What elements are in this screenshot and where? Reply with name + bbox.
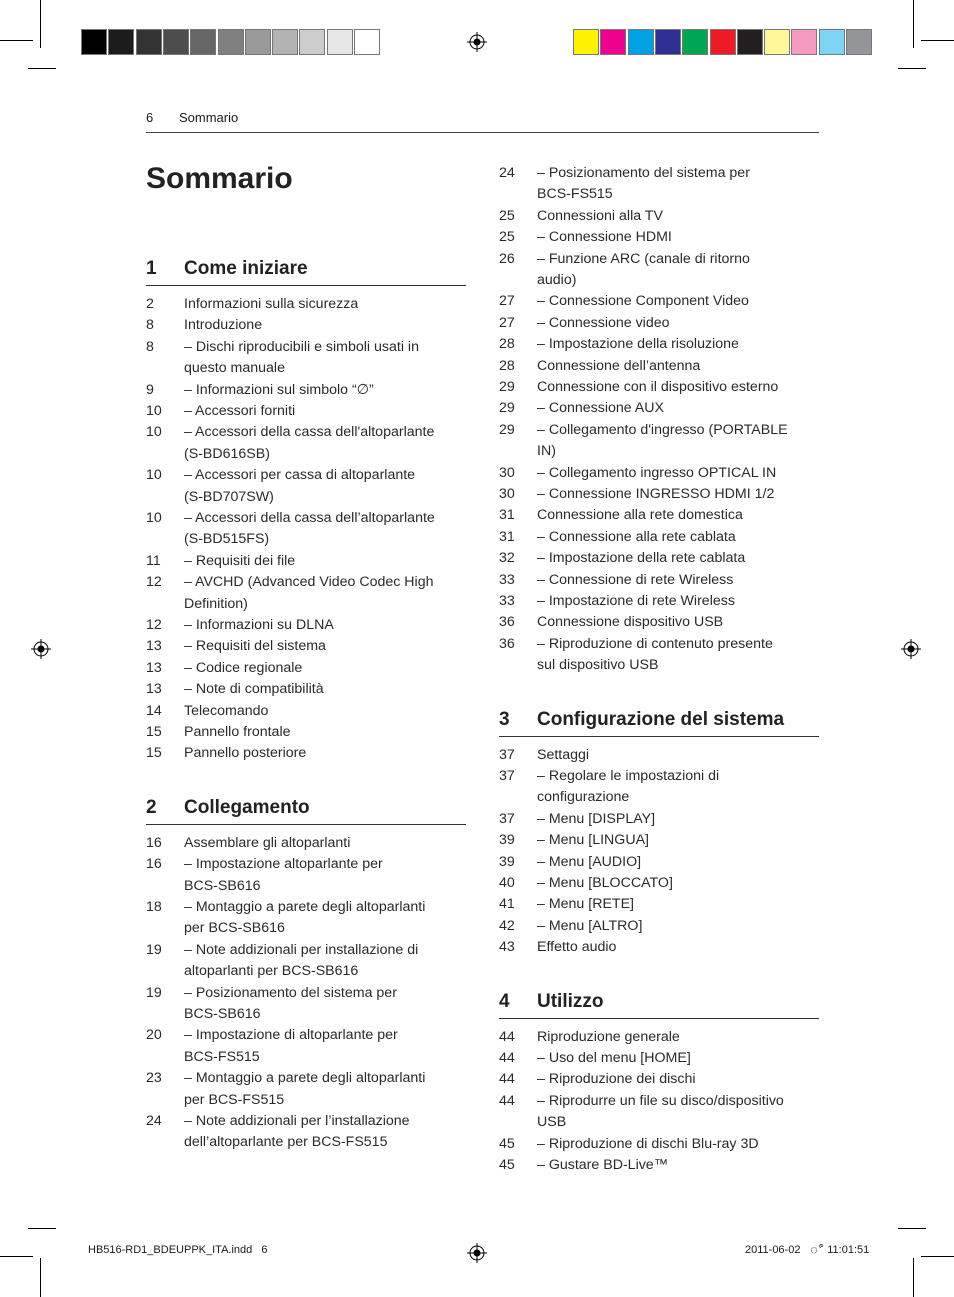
toc-page-number: 18: [146, 899, 162, 915]
toc-page-number: 8: [146, 317, 154, 334]
toc-page-number: 40: [499, 875, 515, 891]
toc-entry[interactable]: [499, 1091, 819, 1134]
crop-mark: [898, 1228, 926, 1229]
toc-page-number: 32: [499, 550, 515, 567]
toc-entry[interactable]: [499, 745, 819, 766]
toc-entry[interactable]: [146, 940, 466, 983]
toc-page-number: 29: [499, 400, 515, 417]
toc-entry-text: configurazione: [537, 789, 630, 806]
crop-mark: [913, 0, 914, 48]
toc-page-number: 30: [499, 486, 515, 502]
toc-entry-text: Connessioni alla TV: [537, 207, 663, 224]
toc-entry-text: BCS-FS515: [184, 1048, 260, 1065]
toc-entry-text: Informazioni sulla sicurezza: [184, 296, 359, 312]
toc-page-number: 24: [146, 1113, 162, 1129]
toc-entry-text: Connessione con il dispositivo esterno: [537, 379, 779, 395]
toc-entry-text: – Connessione alla rete cablata: [537, 528, 736, 545]
toc-entry[interactable]: [146, 1068, 466, 1111]
toc-entry-text: audio): [537, 271, 577, 288]
toc-entry[interactable]: [146, 551, 466, 572]
toc-entry[interactable]: [499, 505, 819, 526]
toc-entry[interactable]: [146, 722, 466, 743]
toc-page-number: 26: [499, 250, 515, 267]
toc-entry[interactable]: [146, 658, 466, 679]
toc-page-number: 13: [146, 659, 162, 676]
color-swatch: [600, 29, 626, 55]
toc-page-number: 10: [146, 510, 162, 526]
toc-page-number: 31: [499, 507, 515, 524]
toc-page-number: 37: [499, 810, 515, 827]
crop-mark: [0, 40, 33, 41]
toc-entry-text: – Impostazione di altoparlante per: [184, 1027, 398, 1044]
toc-entry[interactable]: [499, 377, 819, 398]
toc-entry[interactable]: [499, 852, 819, 873]
toc-page-number: 10: [146, 403, 162, 419]
toc-entry[interactable]: [146, 615, 466, 636]
toc-entry[interactable]: [146, 701, 466, 722]
toc-entry-text: BCS-SB616: [184, 1005, 261, 1022]
color-swatch: [710, 29, 736, 55]
toc-page-number: 12: [146, 574, 162, 591]
section-title: Utilizzo: [537, 990, 604, 1012]
toc-entry-text: sul dispositivo USB: [537, 657, 659, 674]
toc-entry-text: Assemblare gli altoparlanti: [184, 834, 351, 851]
toc-entry[interactable]: [499, 766, 819, 809]
footer-file-name: HB516-RD1_BDEUPPK_ITA.indd 6: [88, 1244, 268, 1256]
toc-entry-text: BCS-SB616: [184, 877, 261, 894]
section-heading: [146, 258, 466, 286]
toc-page-number: 45: [499, 1157, 515, 1173]
header-divider: [146, 132, 819, 133]
section-number: 1: [146, 258, 157, 279]
toc-entry-text: – Riprodurre un file su disco/dispositivo: [537, 1092, 784, 1109]
toc-page-number: 41: [499, 896, 515, 913]
toc-entry-text: – Menu [BLOCCATO]: [537, 875, 673, 891]
toc-page-number: 33: [499, 593, 515, 609]
crop-mark: [28, 1228, 56, 1229]
toc-page-number: 12: [146, 617, 162, 633]
toc-page-number: 15: [146, 745, 162, 762]
color-swatch: [791, 29, 817, 55]
color-swatch: [628, 29, 654, 55]
color-swatch: [764, 29, 790, 55]
toc-page-number: 10: [146, 424, 162, 441]
crop-mark: [40, 1258, 41, 1297]
toc-entry-text: (S-BD707SW): [184, 488, 274, 505]
toc-page-number: 39: [499, 832, 515, 849]
crop-mark: [898, 68, 926, 69]
toc-entry[interactable]: [146, 465, 466, 508]
toc-entry-text: – Connessione Component Video: [537, 293, 749, 310]
crop-mark: [921, 1256, 954, 1257]
toc-entry-text: – Informazioni sul simbolo “∅”: [184, 381, 374, 398]
toc-page-number: 23: [146, 1070, 162, 1087]
toc-entry-text: – Menu [DISPLAY]: [537, 810, 656, 827]
toc-entry[interactable]: [499, 206, 819, 227]
toc-entry-text: – Connessione INGRESSO HDMI 1/2: [537, 486, 775, 502]
toc-entry[interactable]: [499, 612, 819, 633]
toc-entry-text: Connessione alla rete domestica: [537, 507, 743, 524]
toc-entry[interactable]: [499, 1155, 819, 1176]
toc-page-number: 44: [499, 1028, 515, 1045]
toc-entry-text: IN): [537, 443, 556, 460]
toc-entry-text: – Note di compatibilità: [184, 681, 324, 698]
toc-entry-text: – Riproduzione di contenuto presente: [537, 635, 773, 652]
section-number: 4: [499, 990, 510, 1012]
toc-entry-text: – Impostazione altoparlante per: [184, 856, 383, 873]
toc-page-number: 13: [146, 638, 162, 655]
section-heading: [499, 709, 819, 737]
toc-entry-text: – Menu [ALTRO]: [537, 917, 643, 934]
toc-entry-text: – Montaggio a parete degli altoparlanti: [184, 1070, 426, 1087]
toc-entry[interactable]: [146, 1025, 466, 1068]
toc-entry[interactable]: [146, 508, 466, 551]
toc-entry[interactable]: [499, 291, 819, 312]
toc-page-number: 15: [146, 724, 162, 740]
color-swatch: [327, 29, 353, 55]
toc-entry-text: – Collegamento ingresso OPTICAL IN: [537, 464, 777, 481]
toc-entry[interactable]: [146, 743, 466, 764]
toc-entry[interactable]: [146, 422, 466, 465]
color-swatch: [846, 29, 872, 55]
toc-entry-text: – Informazioni su DLNA: [184, 617, 334, 633]
toc-page-number: 42: [499, 917, 515, 934]
toc-page-number: 45: [499, 1135, 515, 1152]
toc-entry[interactable]: [146, 294, 466, 315]
toc-entry-text: – Menu [LINGUA]: [537, 832, 649, 849]
toc-entry-text: Definition): [184, 595, 248, 612]
toc-entry-text: Effetto audio: [537, 939, 617, 956]
color-swatch: [299, 29, 325, 55]
section-heading: [499, 991, 819, 1019]
toc-page-number: 8: [146, 338, 154, 355]
color-swatch: [163, 29, 189, 55]
color-swatch: [655, 29, 681, 55]
toc-entry-text: (S-BD515FS): [184, 531, 270, 548]
toc-entry-text: – Accessori della cassa dell'altoparlante: [184, 424, 435, 441]
toc-entry[interactable]: [499, 894, 819, 915]
crop-mark: [921, 40, 954, 41]
toc-entry-text: USB: [537, 1114, 567, 1131]
toc-entry-text: – AVCHD (Advanced Video Codec High: [184, 574, 434, 591]
toc-page-number: 44: [499, 1092, 515, 1109]
color-swatch: [737, 29, 763, 55]
section-title: Collegamento: [184, 796, 310, 818]
toc-entry-text: – Requisiti del sistema: [184, 638, 326, 655]
toc-entry-text: questo manuale: [184, 360, 285, 377]
toc-entry[interactable]: [499, 163, 819, 206]
section-number: 3: [499, 708, 510, 730]
toc-entry[interactable]: [499, 1134, 819, 1155]
toc-entry[interactable]: [499, 334, 819, 355]
toc-page-number: 2: [146, 296, 154, 312]
registration-mark-icon: [467, 32, 487, 52]
toc-entry-text: – Riproduzione di dischi Blu-ray 3D: [537, 1135, 759, 1152]
toc-entry-text: – Accessori per cassa di altoparlante: [184, 467, 416, 484]
toc-page-number: 20: [146, 1027, 162, 1044]
toc-page-number: 37: [499, 768, 515, 784]
toc-entry[interactable]: [146, 337, 466, 380]
toc-page-number: 29: [499, 421, 515, 438]
toc-entry[interactable]: [146, 572, 466, 615]
toc-entry-text: – Connessione HDMI: [537, 229, 672, 246]
toc-entry[interactable]: [146, 1111, 466, 1154]
toc-page-number: 19: [146, 941, 162, 958]
toc-page-number: 37: [499, 746, 515, 763]
toc-entry[interactable]: [146, 315, 466, 336]
toc-entry[interactable]: [499, 570, 819, 591]
toc-entry-text: – Connessione di rete Wireless: [537, 571, 734, 588]
toc-page-number: 39: [499, 853, 515, 870]
toc-page-number: 16: [146, 856, 162, 873]
toc-entry-text: – Codice regionale: [184, 659, 303, 676]
color-swatch: [272, 29, 298, 55]
crop-mark: [913, 1258, 914, 1297]
toc-entry-text: – Funzione ARC (canale di ritorno: [537, 250, 750, 267]
toc-page-number: 33: [499, 571, 515, 588]
toc-entry-text: per BCS-FS515: [184, 1091, 285, 1108]
color-swatch: [819, 29, 845, 55]
toc-entry-text: – Uso del menu [HOME]: [537, 1050, 691, 1066]
toc-page-number: 30: [499, 464, 515, 481]
section-title: Come iniziare: [184, 258, 308, 279]
toc-page-number: 10: [146, 467, 162, 484]
toc-entry[interactable]: [499, 227, 819, 248]
toc-entry-text: – Riproduzione dei dischi: [537, 1071, 696, 1088]
toc-page-number: 27: [499, 314, 515, 331]
toc-entry[interactable]: [146, 380, 466, 401]
toc-entry[interactable]: [499, 1027, 819, 1048]
toc-entry[interactable]: [499, 1048, 819, 1069]
toc-entry-text: altoparlanti per BCS-SB616: [184, 963, 359, 980]
toc-entry[interactable]: [499, 591, 819, 612]
color-swatch: [354, 29, 380, 55]
toc-entry[interactable]: [499, 484, 819, 505]
color-swatch: [245, 29, 271, 55]
toc-entry-text: – Requisiti dei file: [184, 552, 296, 569]
toc-entry[interactable]: [499, 937, 819, 958]
toc-entry-text: – Impostazione della rete cablata: [537, 550, 746, 567]
toc-entry-text: – Connessione AUX: [537, 400, 664, 417]
toc-entry-text: dell’altoparlante per BCS-FS515: [184, 1134, 388, 1151]
section-heading: [146, 797, 466, 825]
toc-entry-text: Settaggi: [537, 746, 590, 763]
toc-entry[interactable]: [499, 463, 819, 484]
toc-entry-text: – Regolare le impostazioni di: [537, 768, 720, 784]
toc-entry[interactable]: [499, 1069, 819, 1090]
toc-page-number: 28: [499, 357, 515, 374]
color-swatch: [682, 29, 708, 55]
toc-entry-text: – Accessori della cassa dell’altoparlante: [184, 510, 435, 526]
crop-mark: [28, 68, 56, 69]
toc-entry[interactable]: [146, 854, 466, 897]
toc-page-number: 31: [499, 528, 515, 545]
toc-entry-text: – Menu [RETE]: [537, 896, 634, 913]
crop-mark: [0, 1256, 33, 1257]
toc-entry[interactable]: [146, 833, 466, 854]
toc-entry-text: – Impostazione della risoluzione: [537, 336, 739, 353]
crop-mark: [40, 0, 41, 48]
toc-entry[interactable]: [499, 634, 819, 677]
toc-entry[interactable]: [499, 313, 819, 334]
toc-entry[interactable]: [499, 527, 819, 548]
toc-entry-text: Pannello posteriore: [184, 745, 307, 762]
toc-entry[interactable]: [499, 398, 819, 419]
toc-page-number: 36: [499, 635, 515, 652]
toc-page-number: 28: [499, 336, 515, 353]
toc-entry[interactable]: [146, 983, 466, 1026]
color-swatch: [573, 29, 599, 55]
toc-entry-text: – Gustare BD-Live™: [537, 1157, 668, 1173]
toc-entry-text: – Posizionamento del sistema per: [537, 165, 750, 181]
toc-entry[interactable]: [499, 420, 819, 463]
toc-page-number: 13: [146, 681, 162, 698]
color-swatch: [218, 29, 244, 55]
toc-page-number: 14: [146, 702, 162, 719]
toc-page-number: 43: [499, 939, 515, 956]
toc-entry-text: Introduzione: [184, 317, 263, 334]
registration-mark-icon: [467, 1243, 487, 1263]
toc-entry[interactable]: [499, 873, 819, 894]
toc-entry-text: – Posizionamento del sistema per: [184, 984, 397, 1001]
toc-entry[interactable]: [146, 401, 466, 422]
page-title: Sommario: [146, 162, 293, 195]
color-swatch: [136, 29, 162, 55]
toc-entry[interactable]: [146, 636, 466, 657]
toc-entry[interactable]: [499, 548, 819, 569]
toc-entry-text: – Note addizionali per installazione di: [184, 941, 419, 958]
toc-entry-text: BCS-FS515: [537, 186, 613, 203]
registration-mark-icon: [901, 639, 921, 659]
toc-entry-text: Pannello frontale: [184, 724, 291, 740]
toc-entry-text: – Collegamento d'ingresso (PORTABLE: [537, 421, 788, 438]
registration-mark-icon: [31, 639, 51, 659]
toc-entry[interactable]: [499, 356, 819, 377]
toc-page-number: 44: [499, 1071, 515, 1088]
toc-entry-text: – Menu [AUDIO]: [537, 853, 642, 870]
toc-entry-text: Connessione dispositivo USB: [537, 614, 724, 631]
section-number: 2: [146, 796, 157, 818]
toc-entry-text: – Impostazione di rete Wireless: [537, 593, 735, 609]
toc-entry[interactable]: [499, 916, 819, 937]
toc-entry[interactable]: [499, 809, 819, 830]
toc-page-number: 29: [499, 379, 515, 395]
color-swatch: [108, 29, 134, 55]
toc-entry-text: Telecomando: [184, 702, 269, 719]
toc-entry-text: – Connessione video: [537, 314, 670, 331]
toc-entry-text: – Accessori forniti: [184, 403, 296, 419]
toc-page-number: 19: [146, 984, 162, 1001]
toc-entry-text: Riproduzione generale: [537, 1028, 680, 1045]
section-title: Configurazione del sistema: [537, 708, 785, 730]
toc-entry-text: per BCS-SB616: [184, 920, 285, 937]
toc-page-number: 9: [146, 381, 154, 398]
footer-timestamp: 2011-06-02 ீ 11:01:51: [745, 1244, 870, 1256]
toc-entry[interactable]: [499, 830, 819, 851]
toc-entry-text: (S-BD616SB): [184, 445, 270, 462]
toc-entry-text: – Note addizionali per l’installazione: [184, 1113, 410, 1129]
toc-entry[interactable]: [499, 249, 819, 292]
toc-page-number: 24: [499, 165, 515, 181]
toc-page-number: 25: [499, 229, 515, 246]
toc-entry[interactable]: [146, 679, 466, 700]
toc-page-number: 16: [146, 834, 162, 851]
toc-page-number: 11: [146, 552, 161, 569]
color-swatch: [190, 29, 216, 55]
toc-entry-text: – Dischi riproducibili e simboli usati in: [184, 338, 419, 355]
toc-entry[interactable]: [146, 897, 466, 940]
toc-page-number: 25: [499, 207, 515, 224]
page-number: 6: [146, 110, 154, 125]
toc-page-number: 44: [499, 1050, 515, 1066]
running-header: Sommario: [179, 110, 239, 125]
toc-entry-text: – Montaggio a parete degli altoparlanti: [184, 899, 426, 915]
toc-page-number: 36: [499, 614, 515, 631]
toc-page-number: 27: [499, 293, 515, 310]
color-swatch: [81, 29, 107, 55]
toc-entry-text: Connessione dell’antenna: [537, 357, 701, 374]
